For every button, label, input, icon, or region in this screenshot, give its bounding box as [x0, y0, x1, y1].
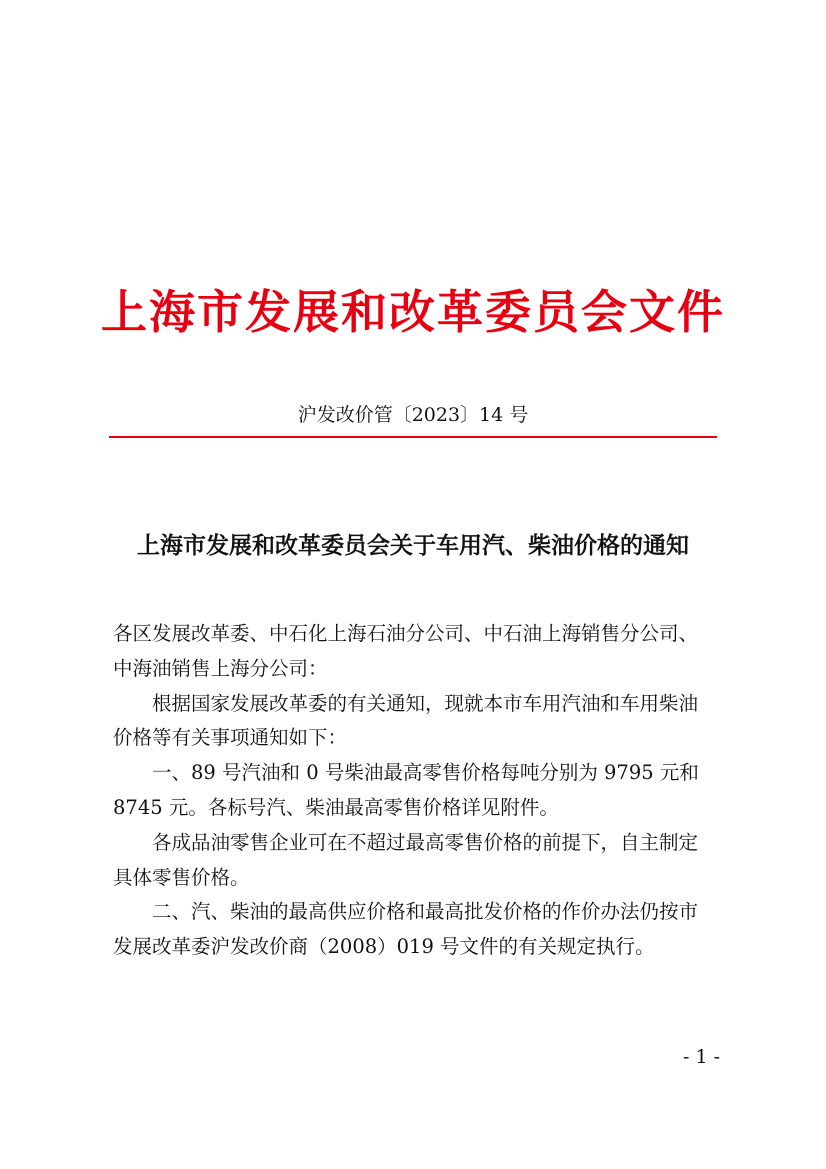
recipients-paragraph: 各区发展改革委、中石化上海石油分公司、中石油上海销售分公司、中海油销售上海分公司： — [113, 622, 699, 680]
body-paragraph-item-1: 一、89 号汽油和 0 号柴油最高零售价格每吨分别为 9795 元和 8745 元。各标号汽、柴油最高零售价格详见附件。 — [113, 761, 699, 819]
document-header-title: 上海市发展和改革委员会文件 — [101, 285, 725, 339]
document-number: 沪发改价管〔2023〕14 号 — [297, 404, 529, 426]
body-paragraph-intro: 根据国家发展改革委的有关通知，现就本市车用汽油和车用柴油价格等有关事项通知如下： — [113, 691, 699, 750]
red-divider-line — [109, 436, 717, 438]
body-paragraph-retail: 各成品油零售企业可在不超过最高零售价格的前提下，自主制定具体零售价格。 — [113, 830, 699, 889]
body-paragraph-item-2: 二、汽、柴油的最高供应价格和最高批发价格的作价办法仍按市发展改革委沪发改价商（2008）019 号文件的有关规定执行。 — [113, 900, 699, 959]
page-number: - 1 - — [682, 1046, 720, 1068]
notice-title: 上海市发展和改革委员会关于车用汽、柴油价格的通知 — [137, 532, 689, 559]
document-body — [113, 617, 717, 965]
